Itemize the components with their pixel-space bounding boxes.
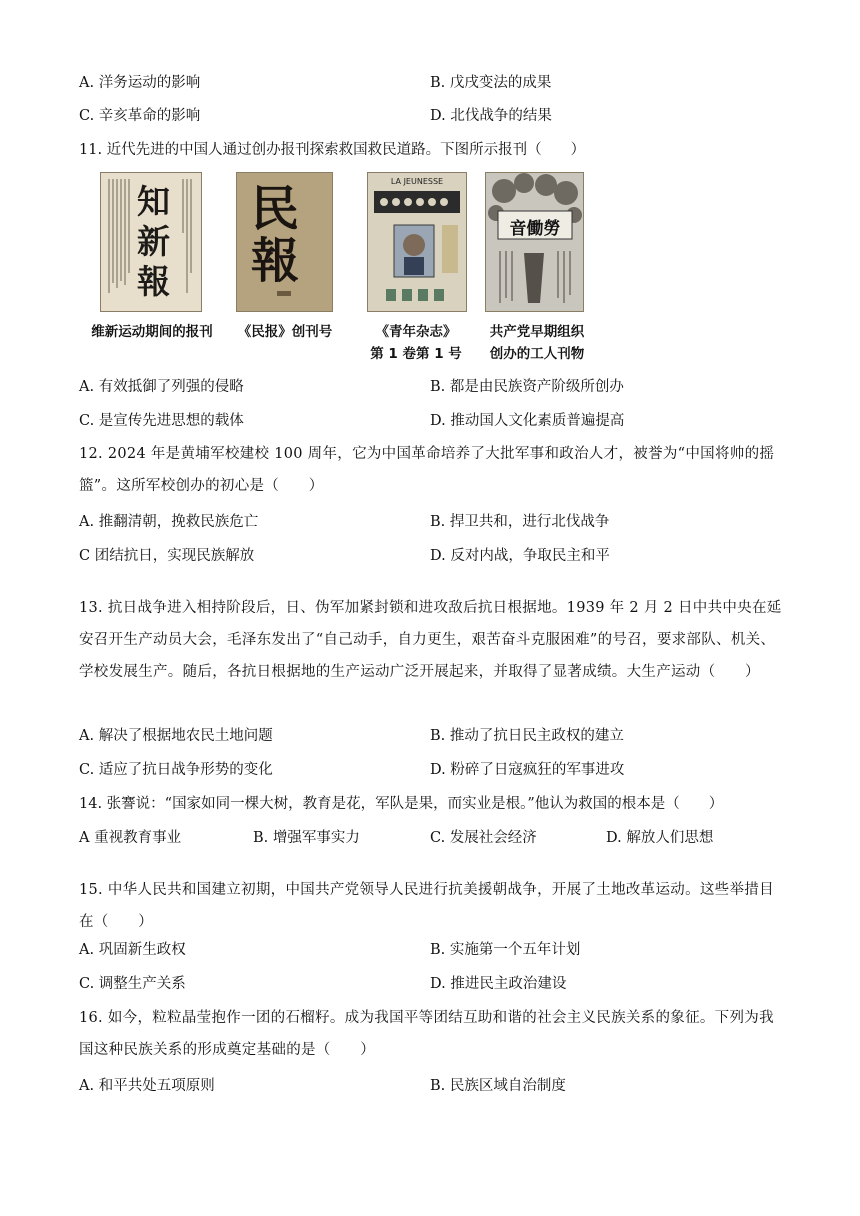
q13-option-a[interactable]: A. 解决了根据地农民土地问题	[79, 728, 273, 744]
zhixinbao-newspaper-image: 知 新 報	[100, 172, 202, 312]
q15-option-a[interactable]: A. 巩固新生政权	[79, 942, 186, 958]
q16-option-b[interactable]: B. 民族区域自治制度	[430, 1078, 566, 1094]
q14-stem: 14. 张謇说：“国家如同一棵大树，教育是花，军队是果，而实业是根。”他认为救国的根本是（ ）	[79, 796, 724, 812]
q12-option-d[interactable]: D. 反对内战，争取民主和平	[430, 548, 610, 564]
q13-option-c[interactable]: C. 适应了抗日战争形势的变化	[79, 762, 273, 778]
caption-zhixinbao: 维新运动期间的报刊	[91, 324, 213, 340]
q14-option-c[interactable]: C. 发展社会经济	[430, 830, 537, 846]
q10-option-a[interactable]: A. 洋务运动的影响	[79, 75, 201, 91]
q15-option-c[interactable]: C. 调整生产关系	[79, 976, 186, 992]
q13-stem: 13. 抗日战争进入相持阶段后，日、伪军加紧封锁和进攻敌后抗日根据地。1939 年 2 月 2 日中共中央在延安召开生产动员大会，毛泽东发出了“自己动手，自力更生，艰苦奋斗克服困难”的号召，要求部队、机关、学校发展生产。随后，各抗日根据地的生产运动广泛开展起来，并取得了显著成绩。大生产运动（ ）	[79, 600, 782, 680]
q12-stem: 12. 2024 年是黄埔军校建校 100 周年，它为中国革命培养了大批军事和政治人才，被誉为“中国将帅的摇篮”。这所军校创办的初心是（ ）	[79, 446, 775, 494]
q10-option-b[interactable]: B. 戊戌变法的成果	[430, 75, 552, 91]
caption-minbao: 《民报》创刊号	[237, 324, 333, 340]
caption-qingnian-1: 《青年杂志》	[375, 324, 457, 340]
q10-option-c[interactable]: C. 辛亥革命的影响	[79, 108, 201, 124]
q12-option-b[interactable]: B. 捍卫共和，进行北伐战争	[430, 514, 610, 530]
caption-qingnian-2: 第 1 卷第 1 号	[370, 346, 462, 362]
q16-option-a[interactable]: A. 和平共处五项原则	[79, 1078, 215, 1094]
q12-option-c[interactable]: C 团结抗日，实现民族解放	[79, 548, 255, 564]
q11-option-a[interactable]: A. 有效抵御了列强的侵略	[79, 379, 244, 395]
caption-laodongyin-1: 共产党早期组织	[489, 324, 585, 340]
minbao-cover-image: 民 報	[236, 172, 333, 312]
qingnian-zazhi-cover-image: LA JEUNESSE	[367, 172, 467, 312]
q13-option-b[interactable]: B. 推动了抗日民主政权的建立	[430, 728, 624, 744]
q12-option-a[interactable]: A. 推翻清朝，挽救民族危亡	[79, 514, 259, 530]
q15-option-d[interactable]: D. 推进民主政治建设	[430, 976, 567, 992]
q14-option-d[interactable]: D. 解放人们思想	[606, 830, 714, 846]
q10-option-d[interactable]: D. 北伐战争的结果	[430, 108, 552, 124]
q11-option-d[interactable]: D. 推动国人文化素质普遍提高	[430, 413, 625, 429]
q15-stem: 15. 中华人民共和国建立初期，中国共产党领导人民进行抗美援朝战争，开展了土地改革运动。这些举措目在（ ）	[79, 882, 774, 930]
q11-stem: 11. 近代先进的中国人通过创办报刊探索救国救民道路。下图所示报刊（ ）	[79, 142, 586, 158]
q16-stem: 16. 如今，粒粒晶莹抱作一团的石榴籽。成为我国平等团结互助和谐的社会主义民族关系的象征。下列为我国这种民族关系的形成奠定基础的是（ ）	[79, 1010, 774, 1058]
q14-option-a[interactable]: A 重视教育事业	[79, 830, 182, 846]
q15-option-b[interactable]: B. 实施第一个五年计划	[430, 942, 581, 958]
q13-option-d[interactable]: D. 粉碎了日寇疯狂的军事进攻	[430, 762, 625, 778]
q11-option-c[interactable]: C. 是宣传先进思想的载体	[79, 413, 244, 429]
q11-option-b[interactable]: B. 都是由民族资产阶级所创办	[430, 379, 624, 395]
caption-laodongyin-2: 创办的工人刊物	[489, 346, 585, 362]
q14-option-b[interactable]: B. 增强军事实力	[253, 830, 360, 846]
laodongyin-cover-image: 音働勞	[485, 172, 584, 312]
